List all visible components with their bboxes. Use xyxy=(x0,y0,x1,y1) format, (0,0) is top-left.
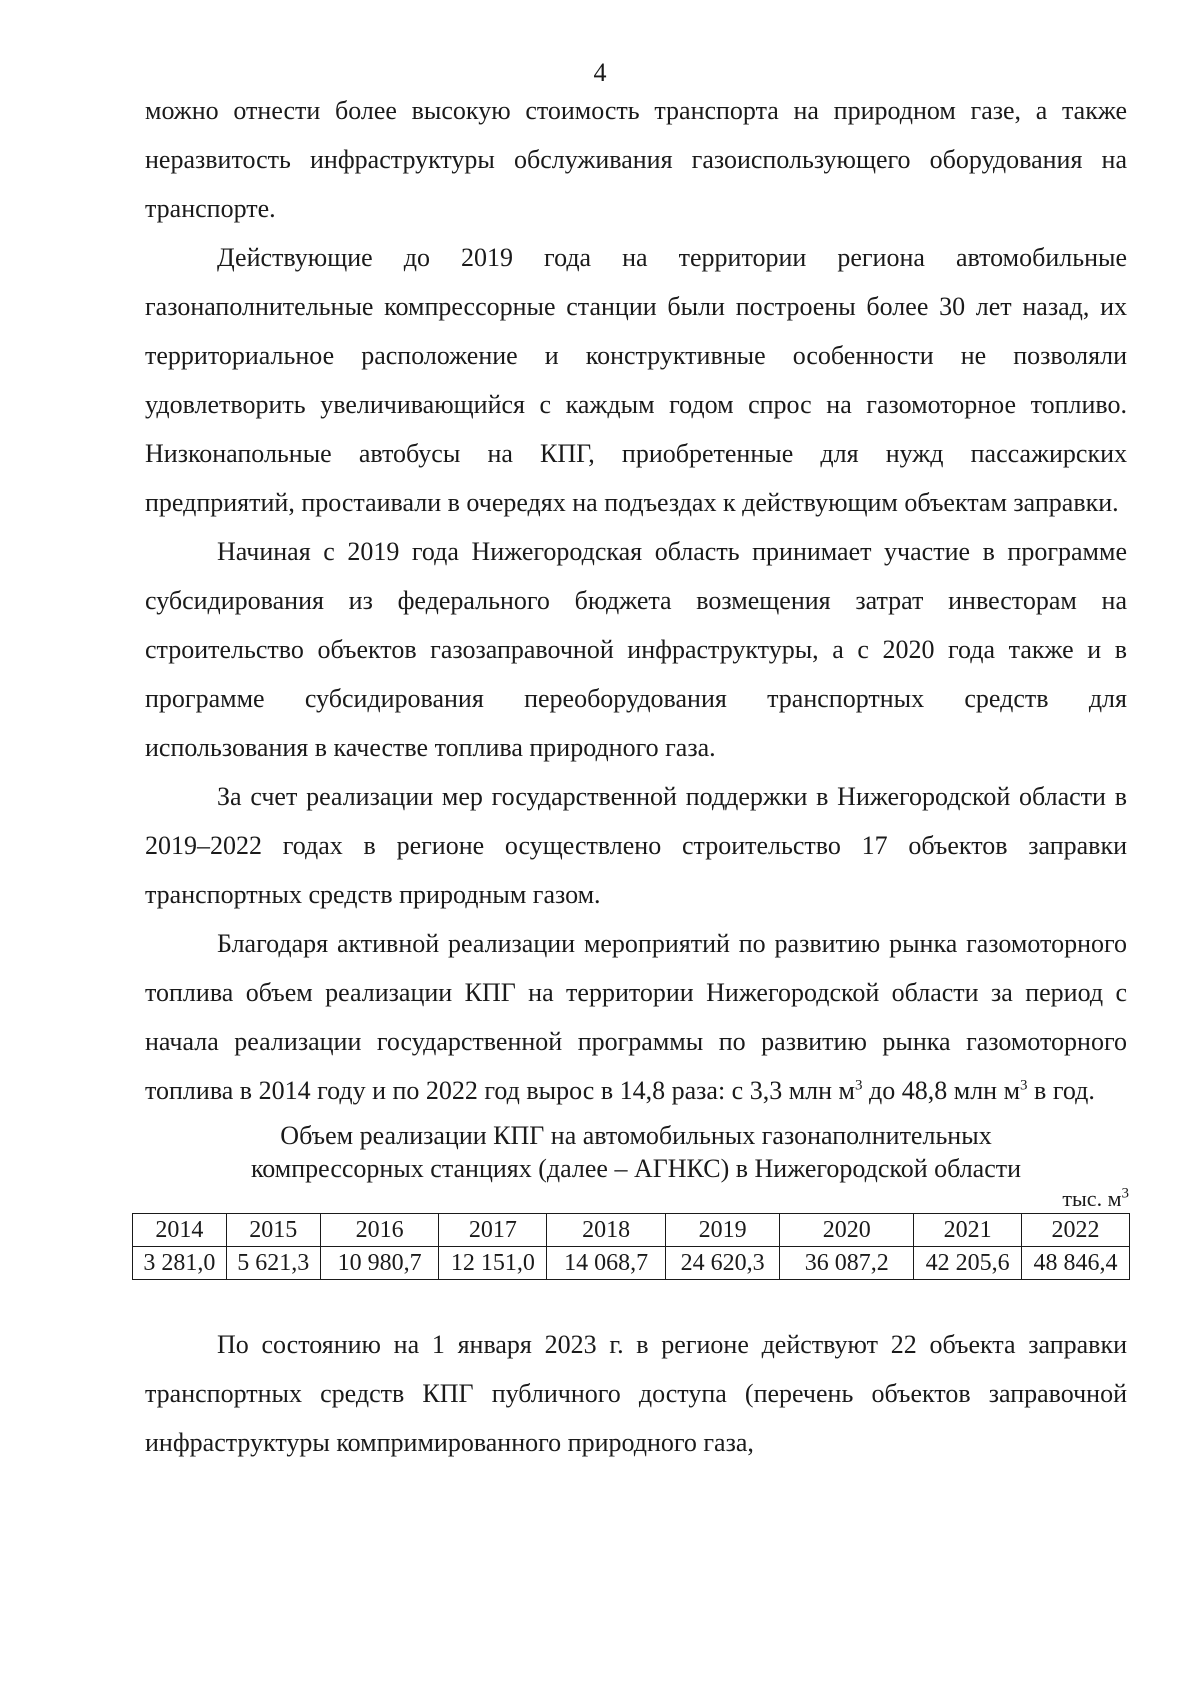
table-cell: 12 151,0 xyxy=(439,1247,547,1280)
paragraph-5-text-c: в год. xyxy=(1027,1076,1095,1105)
table-header-cell: 2019 xyxy=(665,1214,779,1247)
document-body xyxy=(145,86,1127,1467)
table-unit xyxy=(145,1185,1129,1213)
table-header-cell: 2018 xyxy=(547,1214,666,1247)
table-cell: 48 846,4 xyxy=(1022,1247,1130,1280)
table-header-cell: 2016 xyxy=(320,1214,439,1247)
table-title-line-2: компрессорных станциях (далее – АГНКС) в Нижегородской области xyxy=(250,1154,1022,1183)
table-header-cell: 2017 xyxy=(439,1214,547,1247)
table-cell: 10 980,7 xyxy=(320,1247,439,1280)
paragraph-6: По состоянию на 1 января 2023 г. в регионе действуют 22 объекта заправки транспортных средств КПГ публичного доступа (перечень объектов заправочной инфраструктуры компримированного природного газа, xyxy=(145,1330,1127,1457)
paragraph-2: Действующие до 2019 года на территории региона автомобильные газонаполнительные компрессорные станции были построены более 30 лет назад, их территориальное расположение и конструктивные особенности не позволяли удовлетворить увеличивающийся с каждым годом спрос на газомоторное топливо. Низконапольные автобусы на КПГ, приобретенные для нужд пассажирских предприятий, простаивали в очередях на подъездах к действующим объектам заправки. xyxy=(145,243,1127,517)
paragraph-5-text-b: до 48,8 млн м xyxy=(862,1076,1021,1105)
table-cell: 42 205,6 xyxy=(914,1247,1022,1280)
table-title-line-1: Объем реализации КПГ на автомобильных газонаполнительных xyxy=(280,1121,992,1150)
paragraph-4: За счет реализации мер государственной поддержки в Нижегородской области в 2019–2022 годах в регионе осуществлено строительство 17 объектов заправки транспортных средств природным газом. xyxy=(145,782,1127,909)
table-header-cell: 2014 xyxy=(133,1214,227,1247)
table-cell: 14 068,7 xyxy=(547,1247,666,1280)
paragraph-5 xyxy=(145,919,1127,1115)
table-cell: 3 281,0 xyxy=(133,1247,227,1280)
paragraph-1: можно отнести более высокую стоимость транспорта на природном газе, а также неразвитость инфраструктуры обслуживания газоиспользующего оборудования на транспорте. xyxy=(145,96,1127,223)
table-header-cell: 2021 xyxy=(914,1214,1022,1247)
table-cell: 24 620,3 xyxy=(665,1247,779,1280)
table-cell: 36 087,2 xyxy=(780,1247,914,1280)
page-number: 4 xyxy=(593,58,607,87)
table-cell: 5 621,3 xyxy=(226,1247,320,1280)
paragraph-3: Начиная с 2019 года Нижегородская область принимает участие в программе субсидирования из федерального бюджета возмещения затрат инвесторам на строительство объектов газозаправочной инфраструктуры, а с 2020 года также и в программе субсидирования переоборудования транспортных средств для использования в качестве топлива природного газа. xyxy=(145,537,1127,762)
superscript-cubic-1: 3 xyxy=(855,1077,863,1094)
superscript-cubic-2: 3 xyxy=(1020,1077,1028,1094)
table-header-cell: 2022 xyxy=(1022,1214,1130,1247)
table-title xyxy=(145,1119,1127,1185)
table-header-row xyxy=(133,1214,1130,1247)
table-unit-text: тыс. м xyxy=(1062,1186,1122,1211)
table-unit-superscript: 3 xyxy=(1121,1185,1129,1202)
table-header-cell: 2020 xyxy=(780,1214,914,1247)
paragraph-5-text-a: Благодаря активной реализации мероприятий по развитию рынка газомоторного топлива объем реализации КПГ на территории Нижегородской области за период с начала реализации государственной программы по развитию рынка газомоторного топлива в 2014 году и по 2022 год вырос в 14,8 раза: с 3,3 млн м xyxy=(145,929,1127,1105)
kpg-volume-table xyxy=(132,1213,1130,1280)
table-header-cell: 2015 xyxy=(226,1214,320,1247)
table-row xyxy=(133,1247,1130,1280)
